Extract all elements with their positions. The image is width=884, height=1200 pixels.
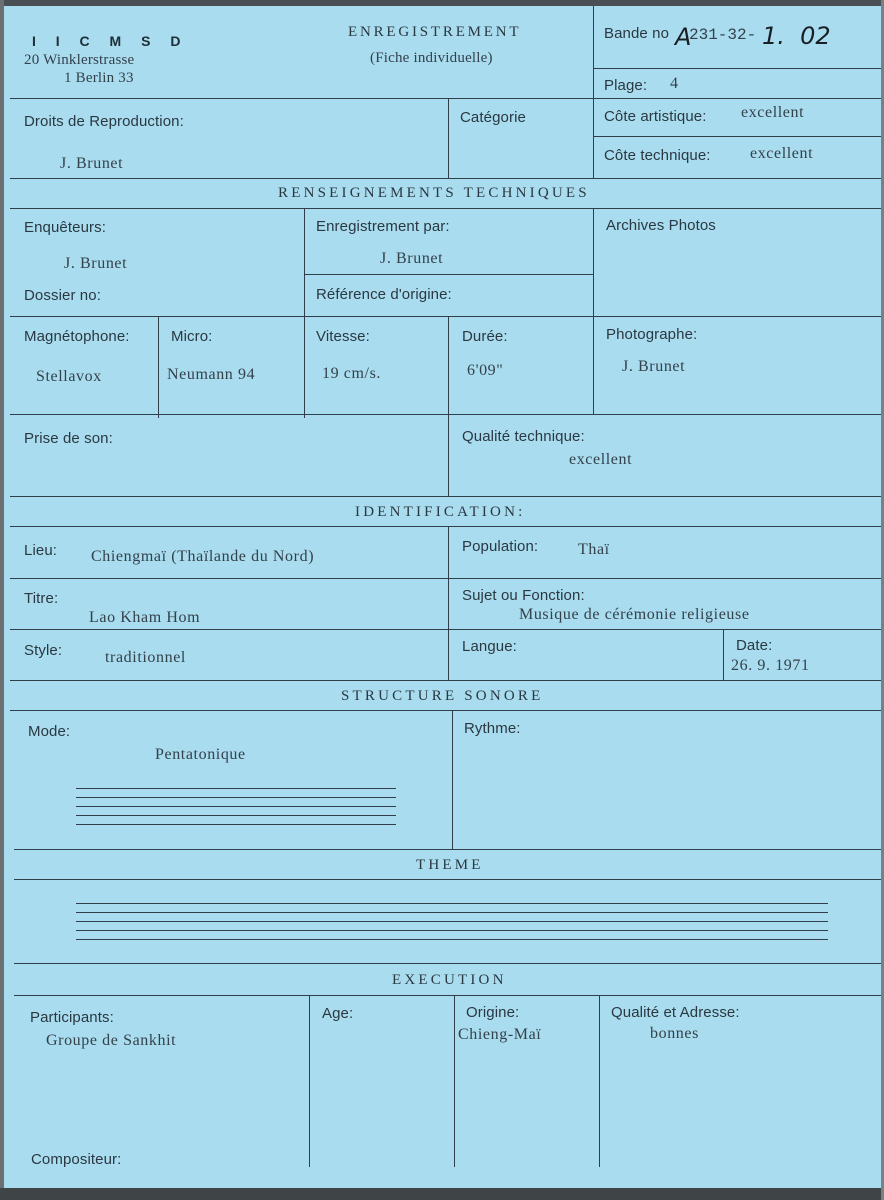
qualite-technique-label: Qualité technique: (462, 428, 585, 445)
theme-section-title: THEME (416, 857, 484, 873)
mode-value: Pentatonique (155, 746, 246, 763)
langue-label: Langue: (462, 638, 517, 655)
sujet-value: Musique de cérémonie religieuse (519, 606, 750, 623)
rule-8 (10, 578, 881, 579)
titre-label: Titre: (24, 590, 59, 607)
enregistrement-par-value: J. Brunet (380, 250, 444, 267)
duree-label: Durée: (462, 328, 508, 345)
rule-12 (14, 849, 881, 850)
bande-label: Bande no (604, 25, 670, 42)
style-label: Style: (24, 642, 63, 659)
micro-value: Neumann 94 (167, 366, 256, 383)
form-title: ENREGISTREMENT (348, 24, 522, 40)
rule-2 (10, 178, 881, 179)
identification-section-title: IDENTIFICATION: (355, 504, 526, 520)
age-label: Age: (322, 1005, 354, 1022)
header-divider (593, 6, 594, 98)
cote-artistique-value: excellent (741, 104, 805, 121)
participants-value: Groupe de Sankhit (46, 1032, 177, 1049)
address-line-1: 20 Winklerstrasse (24, 52, 135, 68)
rule-6 (10, 496, 881, 497)
compositeur-label: Compositeur: (31, 1151, 122, 1168)
population-value: Thaï (578, 541, 610, 558)
rythme-label: Rythme: (464, 720, 521, 737)
enreg-ref-divider (304, 274, 593, 275)
photographe-value: J. Brunet (622, 358, 686, 375)
rule-11 (10, 710, 881, 711)
bande-handwritten-prefix: A (675, 23, 692, 51)
categorie-label: Catégorie (460, 109, 526, 126)
form-subtitle: (Fiche individuelle) (370, 50, 493, 66)
lieu-value: Chiengmaï (Thaïlande du Nord) (91, 548, 315, 565)
rule-14 (14, 963, 881, 964)
mode-staff-line-2 (76, 797, 396, 798)
vitesse-label: Vitesse: (316, 328, 370, 345)
mode-staff-line-4 (76, 815, 396, 816)
rule-13 (14, 879, 881, 880)
scan-edge-bottom (0, 1188, 884, 1200)
rule-15 (14, 995, 881, 996)
org-logo: I I C M S D (32, 33, 189, 49)
sujet-label: Sujet ou Fonction: (462, 587, 585, 604)
origine-value: Chieng-Maï (458, 1026, 542, 1043)
bande-value: 231-32- (689, 26, 757, 44)
reference-label: Référence d'origine: (316, 286, 452, 303)
theme-staff-line-2 (76, 912, 828, 913)
prise-label: Prise de son: (24, 430, 113, 447)
bande-handwritten-suffix: 1. 02 (762, 22, 831, 50)
execution-section-title: EXECUTION (392, 972, 507, 988)
droits-value: J. Brunet (60, 155, 124, 172)
mode-staff-line-5 (76, 824, 396, 825)
enqueteurs-value: J. Brunet (64, 255, 128, 272)
structure-divider (452, 710, 453, 849)
theme-staff-line-1 (76, 903, 828, 904)
droits-label: Droits de Reproduction: (24, 113, 184, 130)
photographe-label: Photographe: (606, 326, 698, 343)
qualite-technique-value: excellent (569, 451, 633, 468)
scan-edge-top (0, 0, 884, 6)
origine-label: Origine: (466, 1004, 520, 1021)
participants-label: Participants: (30, 1009, 114, 1026)
plage-label: Plage: (604, 77, 648, 94)
theme-staff-line-5 (76, 939, 828, 940)
cote-artistique-label: Côte artistique: (604, 108, 707, 125)
structure-section-title: STRUCTURE SONORE (341, 688, 544, 704)
technical-section-title: RENSEIGNEMENTS TECHNIQUES (278, 185, 590, 201)
micro-label: Micro: (171, 328, 213, 345)
rule-3 (10, 208, 881, 209)
magnetophone-label: Magnétophone: (24, 328, 130, 345)
archives-label: Archives Photos (606, 217, 716, 234)
tech-divider-3 (158, 316, 159, 418)
vitesse-value: 19 cm/s. (322, 365, 382, 382)
dossier-label: Dossier no: (24, 287, 101, 304)
langue-date-divider (723, 629, 724, 680)
tech-divider-2 (593, 208, 594, 414)
enregistrement-par-label: Enregistrement par: (316, 218, 450, 235)
theme-staff-line-3 (76, 921, 828, 922)
rule-7 (10, 526, 881, 527)
mode-staff-line-3 (76, 806, 396, 807)
mode-label: Mode: (28, 723, 71, 740)
tech-divider-1 (304, 208, 305, 418)
rule-9 (10, 629, 881, 630)
date-value: 26. 9. 1971 (731, 657, 810, 674)
rule-10 (10, 680, 881, 681)
population-label: Population: (462, 538, 539, 555)
titre-value: Lao Kham Hom (89, 609, 201, 626)
cote-divider (593, 136, 881, 137)
cote-technique-label: Côte technique: (604, 147, 711, 164)
rule-4 (10, 316, 881, 317)
rule-1 (10, 98, 881, 99)
exec-divider-1 (309, 995, 310, 1167)
scan-edge-left (0, 0, 4, 1200)
exec-divider-3 (599, 995, 600, 1167)
theme-staff-line-4 (76, 930, 828, 931)
plage-value: 4 (670, 75, 679, 92)
rights-divider-2 (593, 98, 594, 178)
cote-technique-value: excellent (750, 145, 814, 162)
mode-staff-line-1 (76, 788, 396, 789)
enqueteurs-label: Enquêteurs: (24, 219, 106, 236)
date-label: Date: (736, 637, 773, 654)
tech-divider-5 (448, 414, 449, 496)
address-line-2: 1 Berlin 33 (64, 70, 134, 86)
ident-divider (448, 526, 449, 680)
magnetophone-value: Stellavox (36, 368, 102, 385)
exec-divider-2 (454, 995, 455, 1167)
qualite-adresse-label: Qualité et Adresse: (611, 1004, 740, 1021)
style-value: traditionnel (105, 649, 186, 666)
qualite-adresse-value: bonnes (650, 1025, 699, 1042)
rights-divider-1 (448, 98, 449, 178)
lieu-label: Lieu: (24, 542, 58, 559)
tech-divider-4 (448, 316, 449, 418)
duree-value: 6'09" (467, 362, 504, 379)
bande-plage-divider (593, 68, 881, 69)
rule-5 (10, 414, 881, 415)
